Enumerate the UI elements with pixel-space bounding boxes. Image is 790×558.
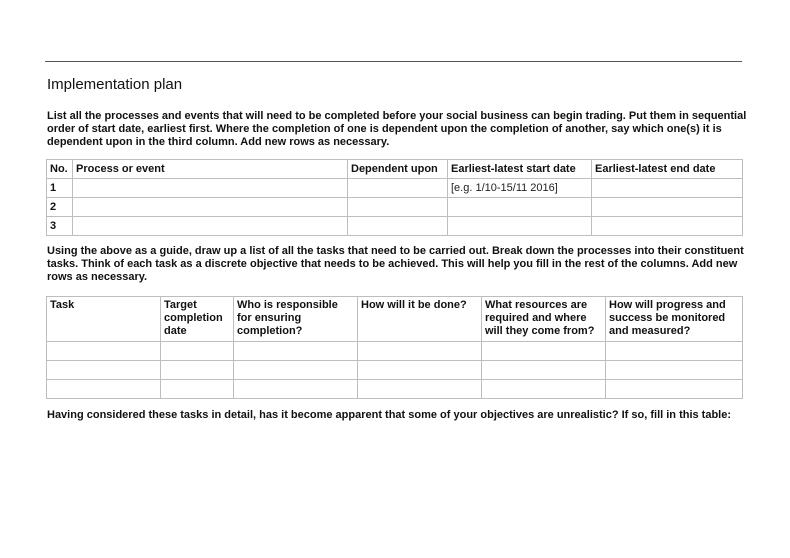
- header-process: Process or event: [73, 160, 348, 179]
- resources-cell[interactable]: [482, 342, 606, 361]
- row-number: 2: [47, 198, 73, 217]
- process-cell[interactable]: [73, 179, 348, 198]
- process-cell[interactable]: [73, 198, 348, 217]
- table-row: [47, 380, 743, 399]
- table-row: [47, 342, 743, 361]
- header-resources: What resources are required and where will they come from?: [482, 297, 606, 342]
- end-date-cell[interactable]: [592, 179, 743, 198]
- how-cell[interactable]: [358, 361, 482, 380]
- target-date-cell[interactable]: [161, 380, 234, 399]
- task-cell[interactable]: [47, 361, 161, 380]
- table-row: [47, 198, 743, 217]
- progress-cell[interactable]: [606, 361, 743, 380]
- header-task: Task: [47, 297, 161, 342]
- row-number: 1: [47, 179, 73, 198]
- responsible-cell[interactable]: [234, 380, 358, 399]
- header-target-date: Target completion date: [161, 297, 234, 342]
- start-date-cell[interactable]: [448, 217, 592, 236]
- responsible-cell[interactable]: [234, 342, 358, 361]
- how-cell[interactable]: [358, 380, 482, 399]
- responsible-cell[interactable]: [234, 361, 358, 380]
- top-divider: [45, 61, 742, 62]
- tasks-paragraph: Using the above as a guide, draw up a list of all the tasks that need to be carried out. Break down the processes into their constituent tasks. Think of each task as a discrete objective that needs to be achieved. This will help you fill in the rest of the columns. Add new rows as necessary.: [47, 245, 744, 283]
- progress-cell[interactable]: [606, 380, 743, 399]
- header-no: No.: [47, 160, 73, 179]
- process-table: [46, 159, 743, 236]
- header-end-date: Earliest-latest end date: [592, 160, 743, 179]
- task-cell[interactable]: [47, 380, 161, 399]
- dependent-cell[interactable]: [348, 198, 448, 217]
- target-date-cell[interactable]: [161, 342, 234, 361]
- task-cell[interactable]: [47, 342, 161, 361]
- resources-cell[interactable]: [482, 361, 606, 380]
- header-start-date: Earliest-latest start date: [448, 160, 592, 179]
- task-table-header: [47, 297, 743, 342]
- header-dependent: Dependent upon: [348, 160, 448, 179]
- process-table-header: [47, 160, 743, 179]
- table-row: [47, 179, 743, 198]
- dependent-cell[interactable]: [348, 217, 448, 236]
- start-date-cell[interactable]: [448, 198, 592, 217]
- end-date-cell[interactable]: [592, 198, 743, 217]
- unrealistic-objectives-paragraph: Having considered these tasks in detail, has it become apparent that some of your objectives are unrealistic? If so, fill in this table:: [47, 409, 732, 421]
- how-cell[interactable]: [358, 342, 482, 361]
- intro-paragraph: List all the processes and events that will need to be completed before your social business can begin trading. Put them in sequential order of start date, earliest first. Where the completion of one is dependent upon the completion of another, say which one(s) it is dependent upon in the third column. Add new rows as necessary.: [47, 110, 747, 148]
- table-row: [47, 217, 743, 236]
- header-responsible: Who is responsible for ensuring completion?: [234, 297, 358, 342]
- progress-cell[interactable]: [606, 342, 743, 361]
- row-number: 3: [47, 217, 73, 236]
- process-cell[interactable]: [73, 217, 348, 236]
- dependent-cell[interactable]: [348, 179, 448, 198]
- task-table: [46, 296, 743, 399]
- header-progress: How will progress and success be monitored and measured?: [606, 297, 743, 342]
- end-date-cell[interactable]: [592, 217, 743, 236]
- header-how: How will it be done?: [358, 297, 482, 342]
- page-title: Implementation plan: [47, 76, 183, 93]
- table-row: [47, 361, 743, 380]
- target-date-cell[interactable]: [161, 361, 234, 380]
- resources-cell[interactable]: [482, 380, 606, 399]
- start-date-cell[interactable]: [e.g. 1/10-15/11 2016]: [448, 179, 592, 198]
